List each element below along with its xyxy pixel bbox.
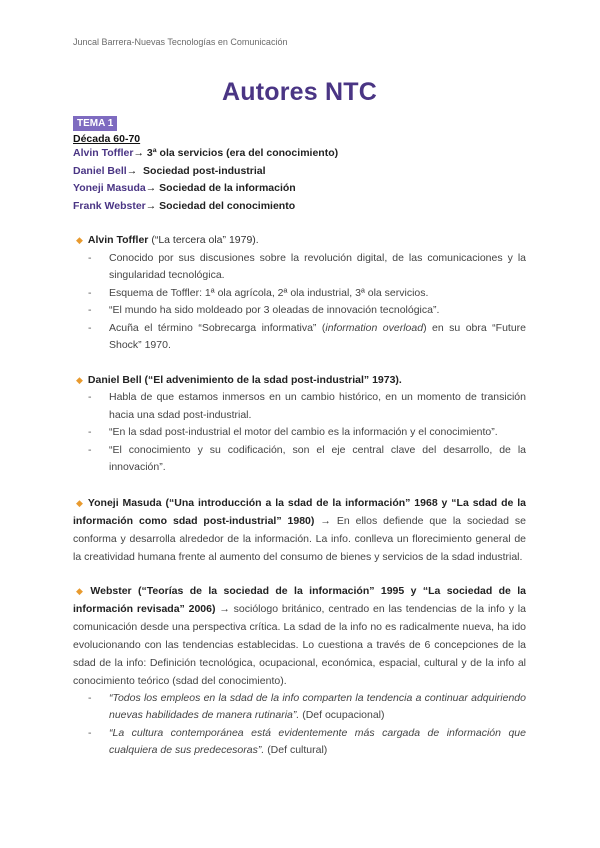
list-item bbox=[88, 285, 526, 303]
dash-marker: - bbox=[88, 304, 92, 316]
arrow: → bbox=[145, 199, 157, 212]
section-heading bbox=[73, 232, 526, 250]
section-author: Alvin Toffler bbox=[87, 234, 149, 246]
quote-text: “La cultura contemporánea está evidentemente más cargada de información que cualquiera de sus predecesoras”. bbox=[109, 726, 526, 756]
section-webster bbox=[73, 582, 526, 760]
list-item-text: “El conocimiento y su codificación, son el eje central clave del desarrollo, de la innovación”. bbox=[109, 443, 526, 473]
list-item-text: Esquema de Toffler: 1ª ola agrícola, 2ª ola industrial, 3ª ola servicios. bbox=[109, 286, 429, 299]
list-item bbox=[88, 320, 526, 355]
list-item bbox=[88, 389, 526, 424]
section-author: Webster bbox=[90, 584, 132, 597]
author-summary-line bbox=[73, 198, 526, 216]
section-work: (“Teorías de la sociedad de la información” 1995 y “La sociedad de la información revisada” 2006) bbox=[73, 584, 527, 615]
webster-paragraph bbox=[73, 582, 526, 690]
list-item bbox=[88, 250, 526, 285]
list-item bbox=[88, 725, 526, 760]
dash-marker: - bbox=[88, 426, 92, 438]
list-item-text: ) en su obra “Future Shock” 1970. bbox=[109, 321, 527, 351]
section-toffler bbox=[73, 232, 526, 355]
author-name: Yoneji Masuda bbox=[73, 182, 146, 194]
author-name: Frank Webster bbox=[73, 199, 146, 212]
dash-marker: - bbox=[88, 443, 92, 456]
list-item-text: Habla de que estamos inmersos en un cambio histórico, en un momento de transición hacia una sdad post-industrial. bbox=[109, 391, 526, 421]
list-item bbox=[88, 424, 526, 442]
section-text: En ellos defiende que la sociedad se conforma y desarrolla alrededor de la información. La info. conlleva un florecimiento general de la creatividad humana frente al aumento del consumo de bienes y servicios de la sdad industrial. bbox=[73, 514, 527, 563]
webster-list bbox=[73, 690, 526, 760]
dash-marker: - bbox=[88, 251, 92, 264]
quote-note: (Def cultural) bbox=[267, 744, 328, 756]
dash-marker: - bbox=[88, 391, 92, 403]
author-name: Alvin Toffler bbox=[73, 147, 134, 159]
section-heading bbox=[73, 372, 526, 390]
diamond-bullet-icon: ◆ bbox=[76, 497, 84, 508]
diamond-bullet-icon: ◆ bbox=[76, 235, 83, 245]
section-text: sociólogo británico, centrado en las tendencias de la info y la comunicación desde una perspectiva crítica. La sdad de la info no es radicalmente nueva, ha ido evolucionando con las tendencias establecidas. Lo cuestiona a través de 6 concepciones de la sdad de la info: Definición tecnológica, ocupacional, económica, espacial, cultural y de la info al conocimiento teórico (sdad del conocimiento). bbox=[73, 602, 526, 687]
author-desc: Sociedad post-industrial bbox=[143, 164, 266, 177]
list-item bbox=[88, 302, 526, 320]
author-name: Daniel Bell bbox=[73, 164, 127, 177]
dash-marker: - bbox=[88, 726, 92, 739]
list-item-text: “El mundo ha sido moldeado por 3 oleadas de innovación tecnológica”. bbox=[109, 304, 440, 316]
arrow: → bbox=[320, 514, 331, 527]
list-item-text: Acuña el término “Sobrecarga informativa” ( bbox=[109, 321, 326, 334]
dash-marker: - bbox=[88, 691, 92, 704]
author-summary-line bbox=[73, 180, 526, 198]
page-title: Autores NTC bbox=[222, 78, 377, 106]
author-summary-line bbox=[73, 145, 526, 163]
diamond-bullet-icon: ◆ bbox=[76, 585, 87, 596]
arrow: → bbox=[133, 147, 144, 159]
list-item bbox=[88, 690, 526, 725]
arrow: → bbox=[219, 602, 230, 615]
section-masuda bbox=[73, 494, 526, 566]
author-summary-line bbox=[73, 163, 526, 181]
dash-marker: - bbox=[88, 286, 92, 299]
quote-text: “Todos los empleos en la sdad de la info comparten la tendencia a continuar adquiriendo nuevas habilidades de manera rutinaria”. bbox=[109, 691, 526, 721]
arrow: → bbox=[145, 182, 157, 194]
quote-note: (Def ocupacional) bbox=[302, 709, 385, 721]
author-desc: 3ª ola servicios (era del conocimiento) bbox=[146, 147, 339, 159]
bell-list bbox=[73, 389, 526, 477]
list-item-text: “En la sdad post-industrial el motor del cambio es la información y el conocimiento”. bbox=[109, 426, 498, 438]
section-work: (“Una introducción a la sdad de la información” 1968 y “La sdad de la información como sdad post-industrial” 1980) bbox=[73, 496, 526, 527]
page-header: Juncal Barrera-Nuevas Tecnologías en Comunicación bbox=[73, 37, 288, 47]
diamond-bullet-icon: ◆ bbox=[76, 374, 83, 385]
toffler-list bbox=[73, 250, 526, 355]
list-item-italic: information overload bbox=[325, 321, 424, 334]
list-item bbox=[88, 442, 526, 477]
section-work: (“El advenimiento de la sdad post-industrial” 1973). bbox=[144, 373, 402, 386]
section-author: Daniel Bell bbox=[87, 373, 142, 386]
decada-heading: Década 60-70 bbox=[73, 133, 141, 145]
arrow: → bbox=[126, 164, 138, 177]
author-desc: Sociedad del conocimiento bbox=[159, 199, 296, 212]
tema-badge: TEMA 1 bbox=[73, 116, 117, 131]
authors-summary bbox=[73, 145, 526, 215]
section-bell bbox=[73, 372, 526, 477]
author-desc: Sociedad de la información bbox=[159, 182, 296, 194]
list-item-text: Conocido por sus discusiones sobre la revolución digital, de las comunicaciones y la singularidad tecnológica. bbox=[109, 251, 526, 281]
section-author: Yoneji Masuda bbox=[87, 496, 162, 509]
section-work: (“La tercera ola” 1979). bbox=[151, 234, 259, 246]
dash-marker: - bbox=[88, 321, 92, 334]
